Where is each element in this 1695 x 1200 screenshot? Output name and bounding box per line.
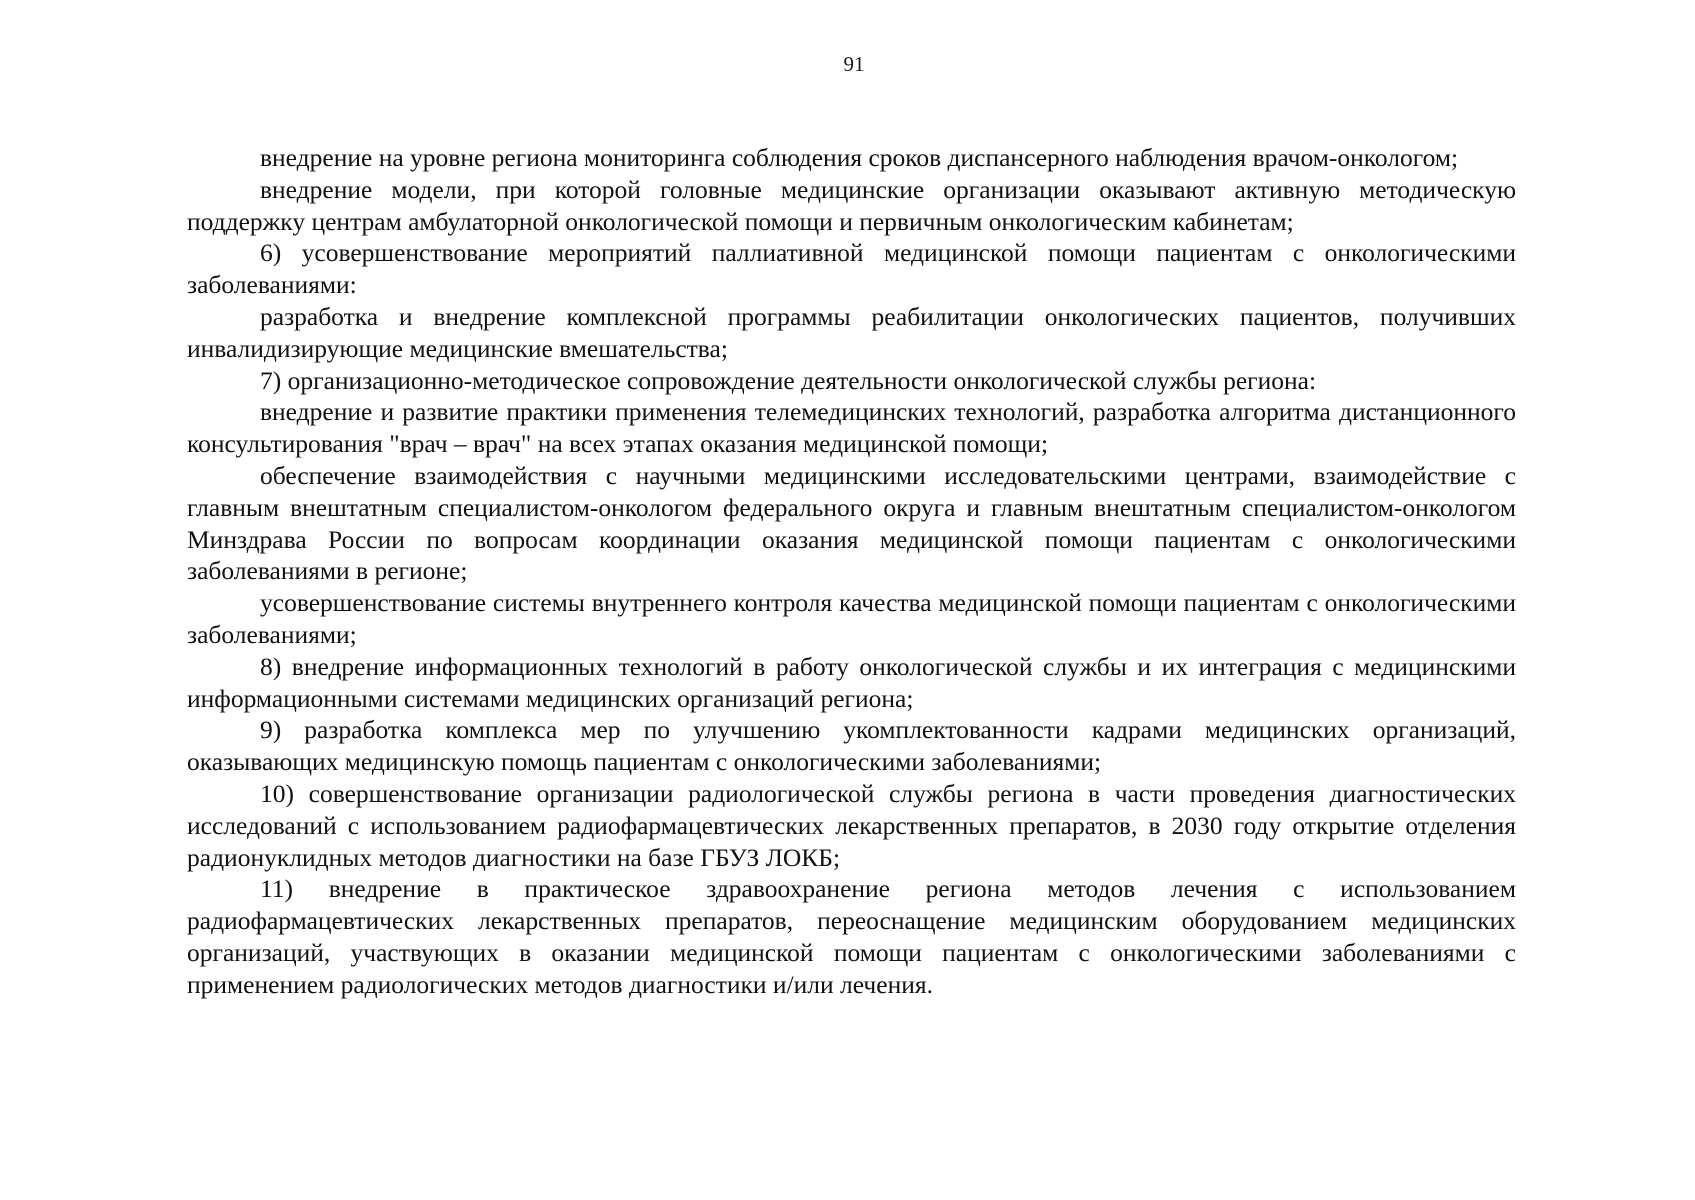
paragraph: усовершенствование системы внутреннего контроля качества медицинской помощи пациентам с онкологическими заболеваниями; (187, 588, 1516, 649)
paragraph: внедрение на уровне региона мониторинга соблюдения сроков диспансерного наблюдения врачом-онкологом; (260, 143, 1459, 172)
paragraph: 7) организационно-методическое сопровождение деятельности онкологической службы региона: (260, 365, 1317, 395)
paragraph: внедрение и развитие практики применения телемедицинских технологий, разработка алгоритма дистанционного консультирования "врач – врач" на всех этапах оказания медицинской помощи; (187, 397, 1516, 459)
paragraph: 10) совершенствование организации радиологической службы региона в части проведения диагностических исследований с использованием радиофармацевтических лекарственных препаратов, в 2030 году открытие отделения радионуклидных методов диагностики на базе ГБУЗ ЛОКБ; (187, 778, 1516, 872)
paragraph: 9) разработка комплекса мер по улучшению укомплектованности кадрами медицинских организаций, оказывающих медицинскую помощь пациентам с онкологическими заболеваниями; (187, 715, 1516, 777)
paragraph: разработка и внедрение комплексной программы реабилитации онкологических пациентов, получивших инвалидизирующие медицинские вмешательства; (187, 301, 1516, 363)
page-number: 91 (843, 52, 865, 76)
paragraph: 8) внедрение информационных технологий в работу онкологической службы и их интеграция с медицинскими информационными системами медицинских организаций региона; (187, 651, 1516, 713)
paragraph: внедрение модели, при которой головные медицинские организации оказывают активную методическую поддержку центрам амбулаторной онкологической помощи и первичным онкологическим кабинетам; (187, 174, 1516, 236)
paragraph: 11) внедрение в практическое здравоохранение региона методов лечения с использованием радиофармацевтических лекарственных препаратов, переоснащение медицинским оборудованием медицинских организаций, участвующих в оказании медицинской помощи пациентам с онкологическими заболеваниями с применением радиологических методов диагностики и/или лечения. (187, 874, 1516, 999)
document-body (187, 142, 1516, 1001)
paragraph: 6) усовершенствование мероприятий паллиативной медицинской помощи пациентам с онкологическими заболеваниями: (187, 238, 1516, 300)
paragraph: обеспечение взаимодействия с научными медицинскими исследовательскими центрами, взаимодействие с главным внештатным специалистом-онкологом федерального округа и главным внештатным специалистом-онкологом Минздрава России по вопросам координации оказания медицинской помощи пациентам с онкологическими заболеваниями в регионе; (187, 460, 1516, 586)
